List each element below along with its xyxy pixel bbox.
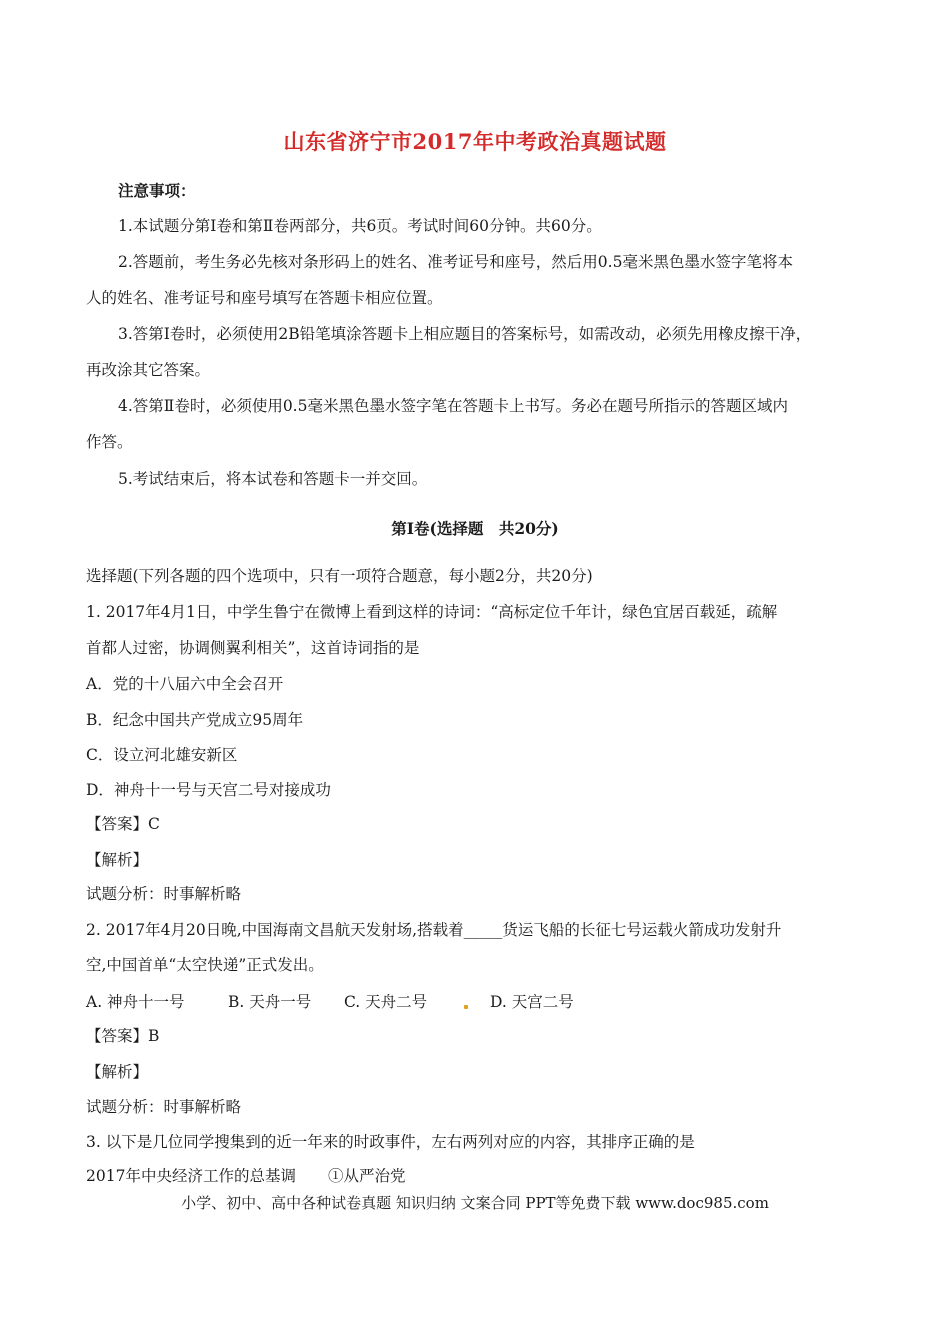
q1-stem-line-2: 首都人过密，协调侧翼利相关”，这首诗词指的是 (86, 639, 420, 657)
q3-stem: 3. 以下是几位同学搜集到的近一年来的时政事件，左右两列对应的内容，其排序正确的是 (86, 1133, 695, 1151)
q1-analysis: 试题分析：时事解析略 (86, 885, 242, 903)
notice-line-8: 5.考试结束后，将本试卷和答题卡一并交回。 (118, 470, 428, 488)
q2-option-c: C. 天舟二号 (344, 993, 428, 1011)
q2-option-a: A. 神舟十一号 (86, 993, 185, 1011)
section-title: 第Ⅰ卷(选择题 共20分) (391, 519, 559, 538)
q2-option-b: B. 天舟一号 (228, 993, 312, 1011)
q2-stem-line-2: 空,中国首单“太空快递”正式发出。 (86, 956, 324, 974)
q1-analysis-label: 【解析】 (86, 851, 149, 869)
q2-analysis: 试题分析：时事解析略 (86, 1098, 242, 1116)
notice-line-1: 1.本试题分第Ⅰ卷和第Ⅱ卷两部分，共6页。考试时间60分钟。共60分。 (118, 217, 602, 235)
mark-dot (464, 1005, 468, 1009)
notice-heading: 注意事项： (118, 181, 196, 200)
notice-line-4: 3.答第Ⅰ卷时，必须使用2B铅笔填涂答题卡上相应题目的答案标号，如需改动，必须先用橡皮擦干净， (118, 325, 812, 343)
notice-line-7: 作答。 (86, 433, 133, 451)
q1-stem-line-1: 1. 2017年4月1日，中学生鲁宁在微博上看到这样的诗词：“高标定位千年计，绿色宜居百载延，疏解 (86, 603, 778, 621)
q2-analysis-label: 【解析】 (86, 1063, 149, 1081)
q1-option-c: C．设立河北雄安新区 (86, 746, 238, 764)
q1-option-a: A．党的十八届六中全会召开 (86, 675, 284, 693)
notice-line-3: 人的姓名、准考证号和座号填写在答题卡相应位置。 (86, 289, 443, 307)
document-title: 山东省济宁市2017年中考政治真题试题 (283, 129, 667, 154)
q3-left-item: 2017年中央经济工作的总基调 (86, 1167, 296, 1185)
q1-answer: 【答案】C (86, 815, 160, 833)
notice-line-2: 2.答题前，考生务必先核对条形码上的姓名、准考证号和座号，然后用0.5毫米黑色墨水签字笔将本 (118, 253, 793, 271)
q1-option-b: B．纪念中国共产党成立95周年 (86, 711, 304, 729)
q2-option-d: D. 天宫二号 (490, 993, 574, 1011)
choice-intro: 选择题(下列各题的四个选项中，只有一项符合题意，每小题2分，共20分) (86, 567, 593, 585)
q3-right-item: ①从严治党 (328, 1167, 406, 1185)
notice-line-5: 再改涂其它答案。 (86, 361, 211, 379)
notice-line-6: 4.答第Ⅱ卷时，必须使用0.5毫米黑色墨水签字笔在答题卡上书写。务必在题号所指示的答题区域内 (118, 397, 788, 415)
q2-stem-line-1: 2. 2017年4月20日晚,中国海南文昌航天发射场,搭载着_____货运飞船的长征七号运载火箭成功发射升 (86, 921, 782, 939)
q2-options-row (86, 990, 574, 1012)
q2-answer: 【答案】B (86, 1027, 160, 1045)
q1-option-d: D．神舟十一号与天宫二号对接成功 (86, 781, 331, 799)
page-footer: 小学、初中、高中各种试卷真题 知识归纳 文案合同 PPT等免费下载 www.doc985.com (181, 1194, 769, 1212)
